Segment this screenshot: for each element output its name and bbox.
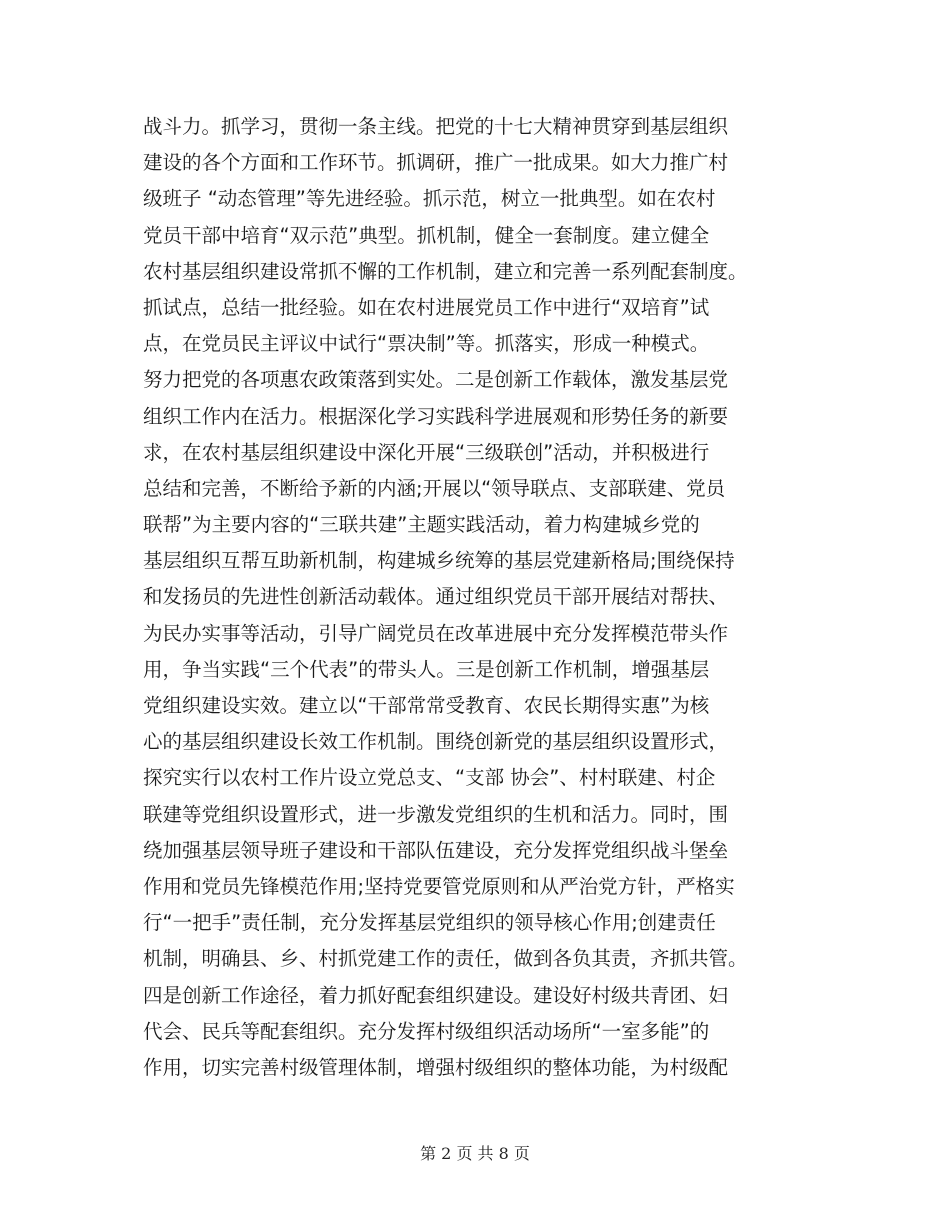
text-line: 作用和党员先锋模范作用;坚持党要管党原则和从严治党方针，严格实 [143, 874, 735, 898]
page-number-footer: 第 2 页 共 8 页 [420, 1144, 530, 1163]
text-line: 努力把党的各项惠农政策落到实处。二是创新工作载体，激发基层党 [143, 368, 729, 392]
text-line: 行“一把手”责任制，充分发挥基层党组织的领导核心作用;创建责任 [143, 911, 716, 935]
text-line: 求，在农村基层组织建设中深化开展“三级联创”活动，并积极进行 [143, 440, 710, 464]
text-line: 组织工作内在活力。根据深化学习实践科学进展观和形势任务的新要 [143, 404, 729, 428]
text-line: 和发扬员的先进性创新活动载体。通过组织党员干部开展结对帮扶、 [143, 585, 729, 609]
text-line: 级班子 “动态管理”等先进经验。抓示范，树立一批典型。如在农村 [143, 187, 716, 211]
text-line: 机制，明确县、乡、村抓党建工作的责任，做到各负其责，齐抓共管。 [143, 947, 748, 971]
text-line: 建设的各个方面和工作环节。抓调研，推广一批成果。如大力推广村 [143, 151, 729, 175]
body-text [143, 109, 823, 1086]
text-line: 抓试点，总结一批经验。如在农村进展党员工作中进行“双培育”试 [143, 295, 710, 319]
text-line: 战斗力。抓学习，贯彻一条主线。把党的十七大精神贯穿到基层组织 [143, 115, 729, 138]
text-line: 代会、民兵等配套组织。充分发挥村级组织活动场所“一室多能”的 [143, 1019, 710, 1043]
text-line: 联帮”为主要内容的“三联共建”主题实践活动，着力构建城乡党的 [143, 513, 700, 537]
text-line: 党员干部中培育“双示范”典型。抓机制，健全一套制度。建立健全 [143, 223, 710, 247]
text-line: 总结和完善，不断给予新的内涵;开展以“领导联点、支部联建、党员 [143, 476, 726, 500]
text-line: 作用，切实完善村级管理体制，增强村级组织的整体功能，为村级配 [143, 1055, 729, 1079]
text-line: 农村基层组织建设常抓不懈的工作机制，建立和完善一系列配套制度。 [143, 259, 748, 283]
text-line: 点，在党员民主评议中试行“票决制”等。抓落实，形成一种模式。 [143, 332, 710, 356]
text-line: 用，争当实践“三个代表”的带头人。三是创新工作机制，增强基层 [143, 657, 710, 681]
text-line: 为民办实事等活动，引导广阔党员在改革进展中充分发挥模范带头作 [143, 621, 729, 645]
text-line: 党组织建设实效。建立以“干部常常受教育、农民长期得实惠”为核 [143, 694, 710, 717]
text-line: 四是创新工作途径，着力抓好配套组织建设。建设好村级共青团、妇 [143, 983, 729, 1007]
text-line: 探究实行以农村工作片设立党总支、“支部 协会”、村村联建、村企 [143, 766, 716, 790]
text-line: 心的基层组织建设长效工作机制。围绕创新党的基层组织设置形式， [143, 730, 729, 754]
text-line: 绕加强基层领导班子建设和干部队伍建设，充分发挥党组织战斗堡垒 [143, 838, 729, 862]
text-line: 联建等党组织设置形式，进一步激发党组织的生机和活力。同时，围 [143, 802, 729, 826]
text-line: 基层组织互帮互助新机制，构建城乡统筹的基层党建新格局;围绕保持 [143, 549, 735, 573]
